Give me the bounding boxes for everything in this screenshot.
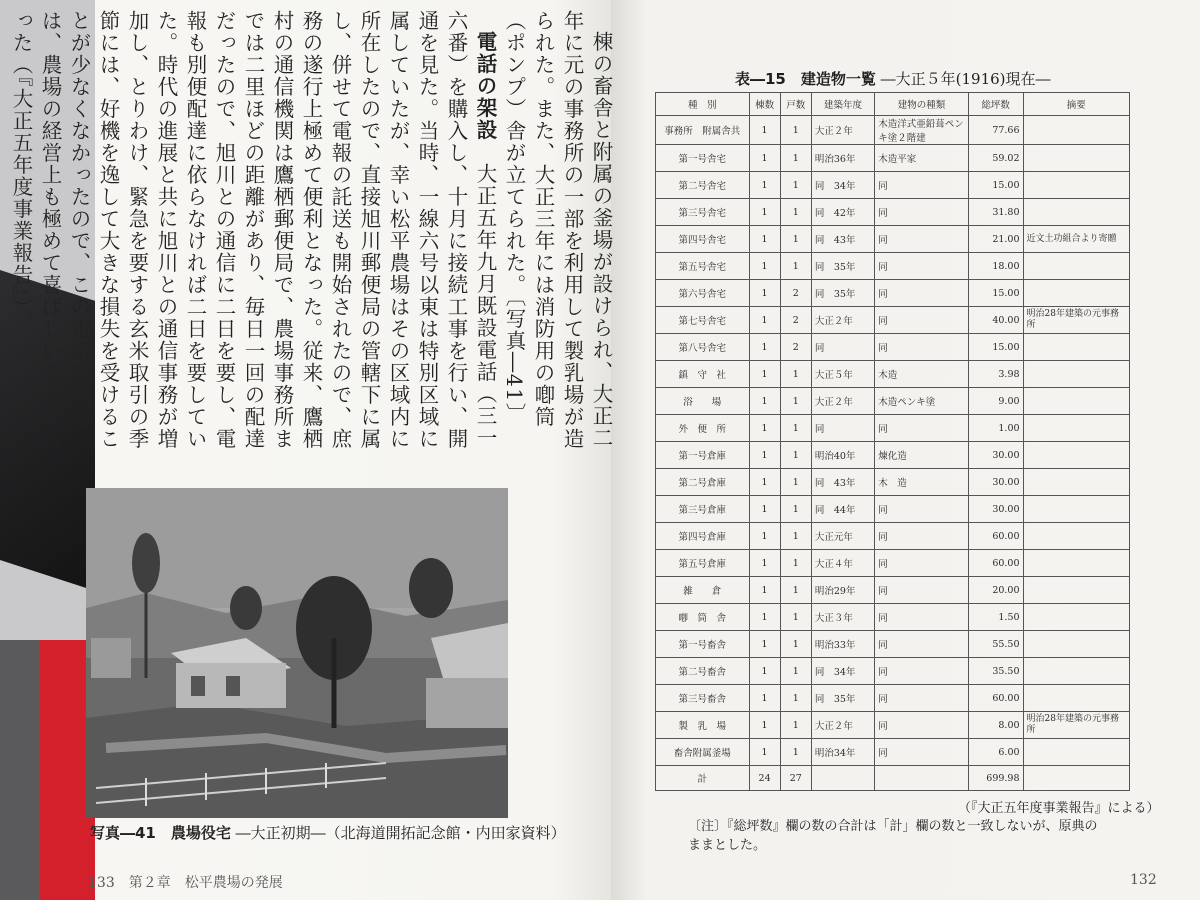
cell-area: 55.50 [968, 631, 1023, 658]
cell-name: 第一号倉庫 [656, 442, 750, 469]
cell-name: 第三号倉庫 [656, 496, 750, 523]
table-header-row [656, 93, 1130, 116]
table-row [656, 604, 1130, 631]
vertical-body-text [9, 10, 615, 450]
total-kind [875, 766, 969, 791]
cell-tou: 1 [749, 280, 780, 307]
cell-kind: 木造平家 [875, 145, 969, 172]
cell-year: 同 35年 [811, 253, 874, 280]
cell-year: 同 [811, 334, 874, 361]
total-year [811, 766, 874, 791]
cell-kind: 同 [875, 685, 969, 712]
cell-tou: 1 [749, 577, 780, 604]
table-row [656, 577, 1130, 604]
paragraph-1-text: 棟の畜舎と附属の釜場が設けられ、大正二年に元の事務所の一部を利用して製乳場が造られた。また、大正三年には消防用の喞筒（ポンプ）舎が立てられた。〔写真―41〕 [502, 10, 613, 450]
table-row [656, 199, 1130, 226]
paragraph-2-text: 大正五年九月既設電話（三一六番）を購入し、十月に接続工事を行い、開通を見た。当時、一線六号以東は特別区域に属していたが、幸い松平農場はその区域内に所在したので、直接旭川郵便局の管轄下に属し、併せて電報の託送も開始されたので、庶務の遂行上極めて便利となった。従来、鷹栖村の通信機関は鷹栖郵便局で、農場事務所までは二里ほどの距離があり、毎日一回の配達だったので、旭川との通信に二日を要し、電報も別便配達に依らなければ二日を要していた。時代の進展と共に旭川との通信事務が増加し、とりわけ、緊急を要する玄米取引の季節には、好機を逸して大きな損失を受けることが少なくなかったので、この電話の開通は、農場の経営上も極めて喜ばしいことであった（『大正五年度事業報告』）。 [9, 10, 497, 450]
cell-year: 同 34年 [811, 658, 874, 685]
header-year: 建築年度 [811, 93, 874, 116]
cell-year: 大正２年 [811, 116, 874, 145]
cell-ko: 1 [780, 523, 811, 550]
cell-note [1023, 685, 1129, 712]
cell-area: 30.00 [968, 496, 1023, 523]
cell-note [1023, 361, 1129, 388]
table-title-label: 表―15 建造物一覧 [735, 70, 876, 88]
cell-ko: 1 [780, 253, 811, 280]
cell-tou: 1 [749, 712, 780, 739]
cell-area: 9.00 [968, 388, 1023, 415]
cell-year: 大正２年 [811, 712, 874, 739]
table-row [656, 361, 1130, 388]
cell-area: 15.00 [968, 334, 1023, 361]
header-ko: 戸数 [780, 93, 811, 116]
cell-tou: 1 [749, 361, 780, 388]
cell-kind: 同 [875, 631, 969, 658]
cell-tou: 1 [749, 172, 780, 199]
cell-area: 60.00 [968, 685, 1023, 712]
cell-kind: 同 [875, 172, 969, 199]
table-row [656, 116, 1130, 145]
cell-name: 第一号畜舎 [656, 631, 750, 658]
cell-year: 大正元年 [811, 523, 874, 550]
cell-kind: 同 [875, 199, 969, 226]
cell-kind: 木 造 [875, 469, 969, 496]
cell-note [1023, 739, 1129, 766]
cell-area: 21.00 [968, 226, 1023, 253]
cell-kind: 同 [875, 280, 969, 307]
table-row [656, 280, 1130, 307]
cell-ko: 1 [780, 658, 811, 685]
cell-year: 大正２年 [811, 388, 874, 415]
cell-name: 製 乳 場 [656, 712, 750, 739]
cell-name: 外 便 所 [656, 415, 750, 442]
cell-ko: 1 [780, 226, 811, 253]
cell-year: 大正５年 [811, 361, 874, 388]
table-row [656, 415, 1130, 442]
table-total-row [656, 766, 1130, 791]
cell-area: 6.00 [968, 739, 1023, 766]
cell-name: 鎮 守 社 [656, 361, 750, 388]
cell-name: 第二号舎宅 [656, 172, 750, 199]
cell-ko: 2 [780, 280, 811, 307]
cell-tou: 1 [749, 199, 780, 226]
cell-kind: 同 [875, 307, 969, 334]
header-tou: 棟数 [749, 93, 780, 116]
cell-ko: 1 [780, 577, 811, 604]
total-area: 699.98 [968, 766, 1023, 791]
photo-caption [90, 822, 566, 843]
cell-area: 30.00 [968, 469, 1023, 496]
cell-kind: 同 [875, 334, 969, 361]
cell-note [1023, 145, 1129, 172]
cell-note [1023, 116, 1129, 145]
table-row [656, 523, 1130, 550]
cell-tou: 1 [749, 631, 780, 658]
cell-year: 明治33年 [811, 631, 874, 658]
cell-ko: 1 [780, 631, 811, 658]
farm-house-photo [86, 488, 508, 818]
table-row [656, 685, 1130, 712]
table-row [656, 442, 1130, 469]
cell-note [1023, 172, 1129, 199]
cell-kind: 木造洋式亜鉛葺ペンキ塗２階建 [875, 116, 969, 145]
cell-name: 第四号倉庫 [656, 523, 750, 550]
cell-year: 明治34年 [811, 739, 874, 766]
cell-ko: 1 [780, 739, 811, 766]
cell-name: 第三号畜舎 [656, 685, 750, 712]
table-row [656, 226, 1130, 253]
cell-name: 浴 場 [656, 388, 750, 415]
cell-note [1023, 577, 1129, 604]
cell-tou: 1 [749, 388, 780, 415]
cell-note [1023, 658, 1129, 685]
cell-tou: 1 [749, 550, 780, 577]
total-ko: 27 [780, 766, 811, 791]
paragraph-1 [499, 10, 615, 450]
cell-ko: 1 [780, 469, 811, 496]
cell-kind: 同 [875, 739, 969, 766]
table-row [656, 388, 1130, 415]
table-row [656, 469, 1130, 496]
photo-caption-detail: ―大正初期―（北海道開拓記念館・内田家資料） [235, 824, 566, 842]
table-row [656, 145, 1130, 172]
cell-tou: 1 [749, 469, 780, 496]
cell-area: 18.00 [968, 253, 1023, 280]
cell-tou: 1 [749, 658, 780, 685]
cell-area: 40.00 [968, 307, 1023, 334]
cell-kind: 煉化造 [875, 442, 969, 469]
cell-tou: 1 [749, 253, 780, 280]
cell-tou: 1 [749, 523, 780, 550]
table-note: 〔注〕『総坪数』欄の数の合計は「計」欄の数と一致しないが、原典のままとした。 [688, 819, 1098, 853]
cell-area: 59.02 [968, 145, 1023, 172]
table-row [656, 307, 1130, 334]
cell-area: 31.80 [968, 199, 1023, 226]
section-heading: 電話の架設 [473, 30, 497, 141]
cell-note [1023, 442, 1129, 469]
cell-area: 1.00 [968, 415, 1023, 442]
cell-name: 第一号舎宅 [656, 145, 750, 172]
paragraph-2 [6, 10, 499, 450]
header-note: 摘要 [1023, 93, 1129, 116]
cell-kind: 同 [875, 226, 969, 253]
cell-kind: 同 [875, 604, 969, 631]
cell-name: 第七号舎宅 [656, 307, 750, 334]
cell-tou: 1 [749, 604, 780, 631]
cell-kind: 同 [875, 415, 969, 442]
cell-kind: 木造ペンキ塗 [875, 388, 969, 415]
cell-name: 事務所 附属舎共 [656, 116, 750, 145]
right-page-number: 132 [1130, 872, 1157, 888]
table-title-date: ―大正５年(1916)現在― [880, 70, 1051, 88]
cell-kind: 同 [875, 550, 969, 577]
table-row [656, 658, 1130, 685]
table-row [656, 496, 1130, 523]
table-row [656, 712, 1130, 739]
cell-year: 同 42年 [811, 199, 874, 226]
cell-area: 77.66 [968, 116, 1023, 145]
cell-name: 第四号舎宅 [656, 226, 750, 253]
table-row [656, 631, 1130, 658]
table-body [656, 116, 1130, 766]
cell-year: 大正３年 [811, 604, 874, 631]
total-tou: 24 [749, 766, 780, 791]
cell-name: 畜舎附属釜場 [656, 739, 750, 766]
cell-ko: 1 [780, 199, 811, 226]
table-row [656, 739, 1130, 766]
table-row [656, 550, 1130, 577]
cell-year: 同 43年 [811, 226, 874, 253]
cell-area: 60.00 [968, 550, 1023, 577]
cell-year: 明治29年 [811, 577, 874, 604]
total-note [1023, 766, 1129, 791]
table-row [656, 253, 1130, 280]
cell-kind: 同 [875, 496, 969, 523]
cell-note: 近文土功組合より寄贈 [1023, 226, 1129, 253]
cell-tou: 1 [749, 145, 780, 172]
cell-kind: 同 [875, 712, 969, 739]
cell-year: 同 43年 [811, 469, 874, 496]
cell-note [1023, 334, 1129, 361]
cell-area: 35.50 [968, 658, 1023, 685]
cell-tou: 1 [749, 226, 780, 253]
cell-ko: 1 [780, 604, 811, 631]
cell-ko: 1 [780, 415, 811, 442]
cell-area: 3.98 [968, 361, 1023, 388]
cell-area: 15.00 [968, 172, 1023, 199]
cell-kind: 同 [875, 658, 969, 685]
cell-note [1023, 199, 1129, 226]
cell-ko: 1 [780, 685, 811, 712]
cell-name: 第二号倉庫 [656, 469, 750, 496]
cell-ko: 1 [780, 496, 811, 523]
cell-year: 明治36年 [811, 145, 874, 172]
cell-note [1023, 523, 1129, 550]
cell-ko: 1 [780, 145, 811, 172]
cell-area: 8.00 [968, 712, 1023, 739]
cell-note [1023, 604, 1129, 631]
cell-note [1023, 496, 1129, 523]
cell-ko: 1 [780, 550, 811, 577]
cell-kind: 同 [875, 523, 969, 550]
cell-tou: 1 [749, 307, 780, 334]
cell-note [1023, 469, 1129, 496]
cell-year: 明治40年 [811, 442, 874, 469]
cell-tou: 1 [749, 334, 780, 361]
cell-area: 15.00 [968, 280, 1023, 307]
cell-area: 20.00 [968, 577, 1023, 604]
cell-year: 同 34年 [811, 172, 874, 199]
cell-name: 第三号舎宅 [656, 199, 750, 226]
cell-tou: 1 [749, 415, 780, 442]
cell-kind: 木造 [875, 361, 969, 388]
total-label: 計 [656, 766, 750, 791]
cell-note [1023, 280, 1129, 307]
cell-year: 同 [811, 415, 874, 442]
header-kind: 建物の種類 [875, 93, 969, 116]
cell-year: 大正２年 [811, 307, 874, 334]
cell-year: 同 35年 [811, 280, 874, 307]
cell-name: 第六号舎宅 [656, 280, 750, 307]
cell-name: 雑 倉 [656, 577, 750, 604]
cell-note [1023, 631, 1129, 658]
cell-ko: 2 [780, 334, 811, 361]
table-source: （『大正五年度事業報告』による） [958, 801, 1160, 816]
table-row [656, 172, 1130, 199]
buildings-table [655, 92, 1130, 791]
cell-ko: 1 [780, 172, 811, 199]
cell-name: 第八号舎宅 [656, 334, 750, 361]
cell-area: 1.50 [968, 604, 1023, 631]
cell-area: 30.00 [968, 442, 1023, 469]
cell-ko: 1 [780, 116, 811, 145]
table-title [735, 68, 1051, 89]
cell-kind: 同 [875, 577, 969, 604]
cell-note [1023, 550, 1129, 577]
cell-name: 第二号畜舎 [656, 658, 750, 685]
cell-ko: 1 [780, 388, 811, 415]
cell-tou: 1 [749, 739, 780, 766]
cell-note: 明治28年建築の元事務所 [1023, 712, 1129, 739]
cell-tou: 1 [749, 442, 780, 469]
cell-tou: 1 [749, 116, 780, 145]
header-type: 種 別 [656, 93, 750, 116]
cell-year: 同 35年 [811, 685, 874, 712]
cell-year: 同 44年 [811, 496, 874, 523]
left-page-footer: 133 第２章 松平農場の発展 [88, 875, 283, 891]
cell-ko: 1 [780, 442, 811, 469]
cell-area: 60.00 [968, 523, 1023, 550]
cell-note [1023, 415, 1129, 442]
table-row [656, 334, 1130, 361]
cell-kind: 同 [875, 253, 969, 280]
cell-tou: 1 [749, 496, 780, 523]
cell-ko: 1 [780, 712, 811, 739]
cell-note [1023, 253, 1129, 280]
cell-name: 第五号舎宅 [656, 253, 750, 280]
header-area: 総坪数 [968, 93, 1023, 116]
cell-ko: 2 [780, 307, 811, 334]
cell-year: 大正４年 [811, 550, 874, 577]
cell-note [1023, 388, 1129, 415]
cell-name: 喞 筒 舎 [656, 604, 750, 631]
cell-name: 第五号倉庫 [656, 550, 750, 577]
cell-tou: 1 [749, 685, 780, 712]
cell-note: 明治28年建築の元事務所 [1023, 307, 1129, 334]
cell-ko: 1 [780, 361, 811, 388]
photo-caption-label: 写真―41 農場役宅 [90, 824, 231, 842]
